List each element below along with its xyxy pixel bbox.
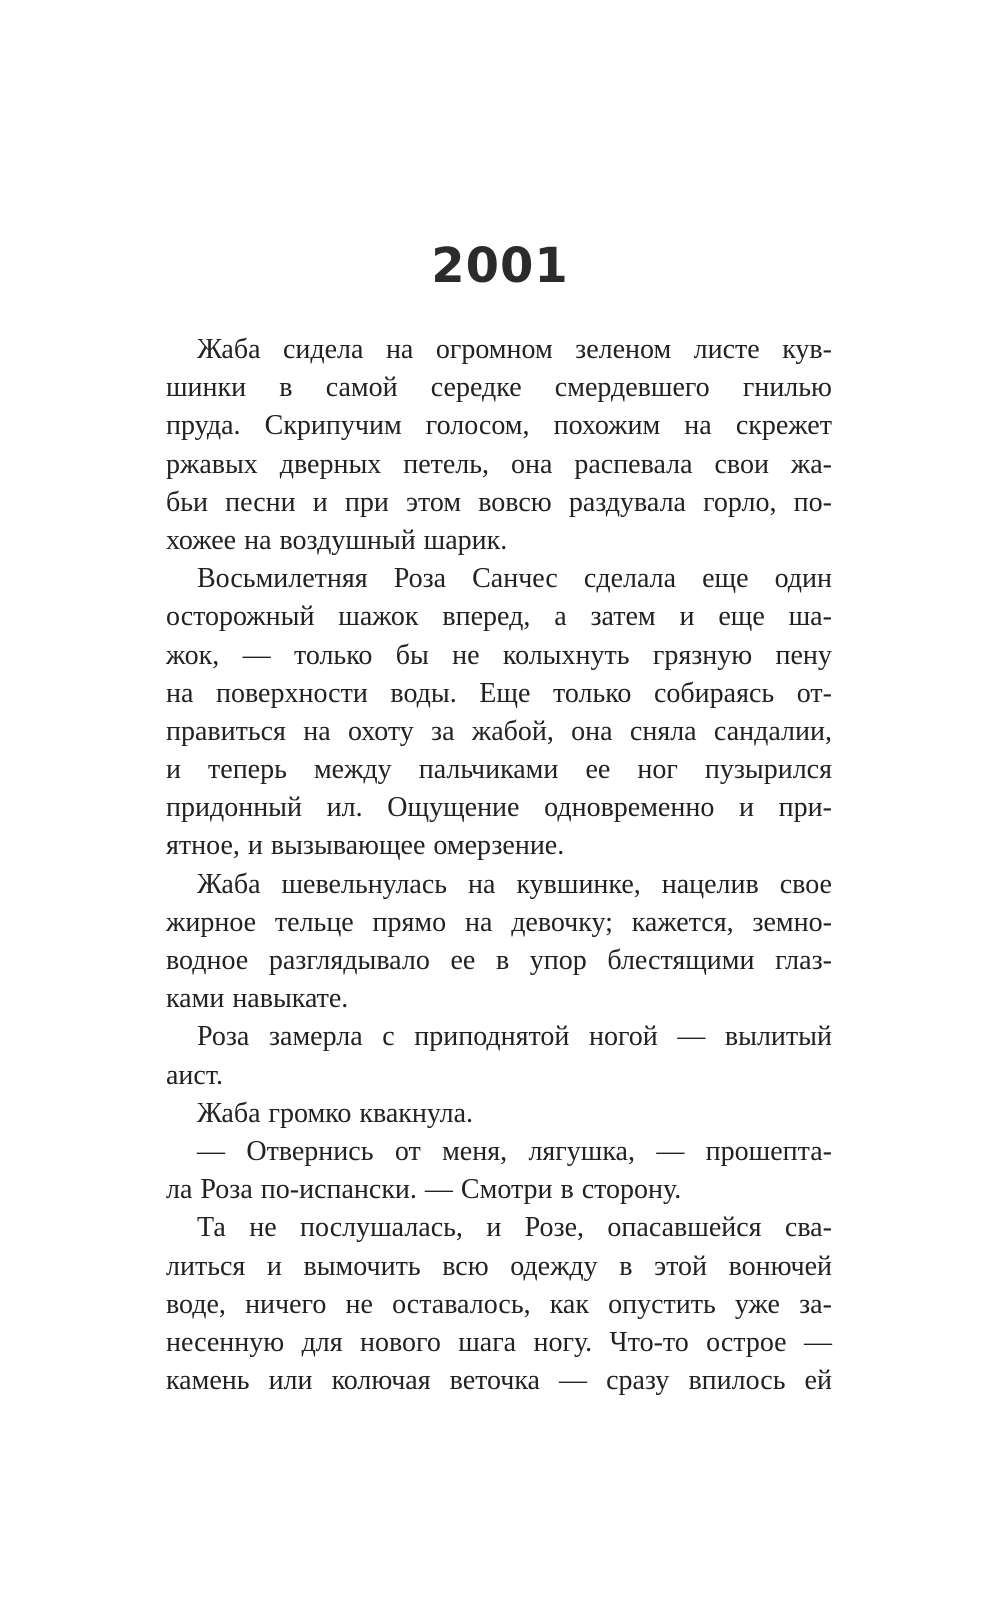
text-line: воде, ничего не оставалось, как опустить уже за- xyxy=(166,1288,832,1320)
text-line: Восьмилетняя Роза Санчес сделала еще один xyxy=(197,563,832,595)
text-line: Жаба сидела на огромном зеленом листе кув- xyxy=(197,334,832,365)
text-line: на поверхности воды. Еще только собираясь от- xyxy=(166,677,832,709)
text-line: водное разглядывало ее в упор блестящими глаз- xyxy=(166,945,832,976)
text-line: ла Роза по-испански. — Смотри в сторону. xyxy=(166,1174,682,1206)
text-line: Жаба шевельнулась на кувшинке, нацелив свое xyxy=(197,868,832,900)
text-line: хожее на воздушный шарик. xyxy=(166,524,508,556)
chapter-title: 2001 xyxy=(431,238,569,294)
text-line: камень или колючая веточка — сразу впилось ей xyxy=(166,1365,832,1397)
text-line: аист. xyxy=(166,1059,223,1091)
text-line: Жаба громко квакнула. xyxy=(197,1097,473,1129)
text-line: ятное, и вызывающее омерзение. xyxy=(166,830,565,862)
text-line: — Отвернись от меня, лягушка, — прошепта- xyxy=(197,1135,832,1167)
text-line: правиться на охоту за жабой, она сняла сандалии, xyxy=(166,715,832,747)
text-line: ржавых дверных петель, она распевала свои жа- xyxy=(166,448,832,480)
text-line: придонный ил. Ощущение одновременно и при- xyxy=(166,792,832,824)
text-line: ками навыкате. xyxy=(166,983,349,1015)
text-line: шинки в самой середке смердевшего гнилью xyxy=(166,372,832,404)
text-line: и теперь между пальчиками ее ног пузырился xyxy=(166,754,832,786)
text-line: жок, — только бы не колыхнуть грязную пену xyxy=(166,639,832,671)
text-line: Роза замерла с приподнятой ногой — вылитый xyxy=(197,1021,832,1053)
text-line: бьи песни и при этом вовсю раздувала горло, по- xyxy=(166,486,832,518)
text-line: жирное тельце прямо на девочку; кажется, земно- xyxy=(166,906,832,938)
text-line: пруда. Скрипучим голосом, похожим на скрежет xyxy=(166,410,832,442)
text-line: Та не послушалась, и Розе, опасавшейся сва- xyxy=(197,1212,832,1244)
body-text xyxy=(166,331,832,1400)
text-line: литься и вымочить всю одежду в этой вонючей xyxy=(166,1250,832,1282)
text-line: несенную для нового шага ногу. Что-то острое — xyxy=(166,1326,832,1358)
text-line: осторожный шажок вперед, а затем и еще ша- xyxy=(166,601,832,633)
